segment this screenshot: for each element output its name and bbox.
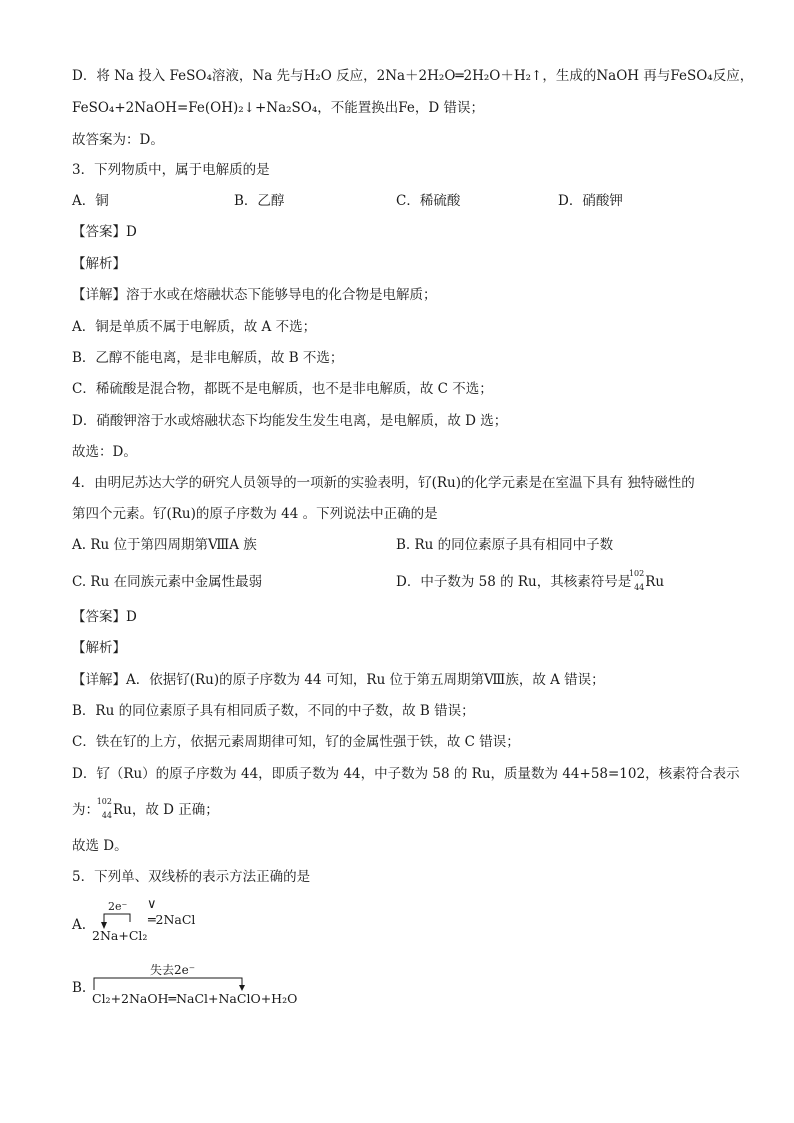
- equation: Cl₂+2NaOH═NaCl+NaClO+H₂O: [92, 991, 298, 1006]
- q4-detail-d-line1: D．钌（Ru）的原子序数为 44，即质子数为 44，中子数为 58 的 Ru，质量数为 44+58=102，核素符合表示: [72, 766, 740, 782]
- nuclide-symbol-2: 102 44: [96, 796, 112, 820]
- q3-option-b: B．乙醇: [234, 193, 285, 209]
- q5-option-b-diagram: [92, 960, 312, 1010]
- q4-conclusion: 故选 D。: [72, 838, 128, 854]
- q4-option-d-text: D．中子数为 58 的 Ru，其核素符号是: [396, 574, 632, 590]
- q4-option-a: A. Ru 位于第四周期第ⅧA 族: [72, 537, 257, 553]
- q3-detail-a: A．铜是单质不属于电解质，故 A 不选；: [72, 319, 317, 335]
- q5-option-b-label: B.: [72, 980, 87, 996]
- q4-detail-c: C．铁在钌的上方，依据元素周期律可知，钌的金属性强于铁，故 C 错误；: [72, 734, 520, 750]
- q4-analysis-heading: 【解析】: [72, 640, 126, 656]
- reactants: 2Na+Cl₂: [92, 928, 148, 943]
- q4-stem-line1: 4．由明尼苏达大学的研究人员领导的一项新的实验表明，钌(Ru)的化学元素是在室温下具有 独特磁性的: [72, 475, 695, 491]
- q4-answer: 【答案】D: [72, 609, 137, 625]
- electron-transfer-label: 失去2e⁻: [150, 963, 196, 977]
- q4-detail-a: 【详解】A．依据钌(Ru)的原子序数为 44 可知，Ru 位于第五周期第Ⅷ族，故 A 错误；: [72, 672, 605, 688]
- q3-option-c: C．稀硫酸: [396, 193, 461, 209]
- q4-stem-line2: 第四个元素。钌(Ru)的原子序数为 44 。下列说法中正确的是: [72, 506, 438, 522]
- nuclide-symbol: 102 44: [628, 568, 645, 592]
- product: ═2NaCl: [148, 912, 196, 927]
- electron-count: 2e⁻: [108, 900, 128, 913]
- q2-option-d-line1: D．将 Na 投入 FeSO₄溶液，Na 先与H₂O 反应，2Na＋2H₂O═2H₂O＋H₂↑，生成的NaOH 再与FeSO₄反应，: [72, 68, 754, 84]
- q3-detail: 【详解】溶于水或在熔融状态下能够导电的化合物是电解质；: [72, 287, 437, 303]
- q3-detail-d: D．硝酸钾溶于水或熔融状态下均能发生发生电离，是电解质，故 D 选；: [72, 413, 508, 429]
- q3-stem: 3．下列物质中，属于电解质的是: [72, 162, 270, 178]
- q5-stem: 5．下列单、双线桥的表示方法正确的是: [72, 869, 311, 885]
- q4-option-b: B. Ru 的同位素原子具有相同中子数: [396, 537, 614, 553]
- bridge-mark: ∨: [147, 897, 157, 912]
- q3-detail-b: B．乙醇不能电离，是非电解质，故 B 不选；: [72, 350, 344, 366]
- q4-option-c: C. Ru 在同族元素中金属性最弱: [72, 574, 263, 590]
- q2-answer: 故答案为：D。: [72, 132, 164, 148]
- q3-option-d: D．硝酸钾: [558, 193, 623, 209]
- q4-option-d: [396, 568, 665, 593]
- nuclide-element: Ru: [645, 574, 665, 590]
- q3-option-a: A．铜: [72, 193, 109, 209]
- q5-option-a-label: A.: [72, 917, 87, 933]
- q4-detail-b: B．Ru 的同位素原子具有相同质子数，不同的中子数，故 B 错误；: [72, 703, 475, 719]
- q4-detail-d-line2: 为： 102 44 Ru，故 D 正确；: [72, 796, 219, 820]
- q3-conclusion: 故选：D。: [72, 444, 137, 460]
- q5-option-a-diagram: [92, 898, 232, 948]
- q3-analysis-heading: 【解析】: [72, 256, 126, 272]
- q3-answer: 【答案】D: [72, 224, 137, 240]
- q2-option-d-line2: FeSO₄+2NaOH=Fe(OH)₂↓+Na₂SO₄，不能置换出Fe，D 错误；: [72, 100, 485, 116]
- q3-detail-c: C．稀硫酸是混合物，都既不是电解质，也不是非电解质，故 C 不选；: [72, 381, 493, 397]
